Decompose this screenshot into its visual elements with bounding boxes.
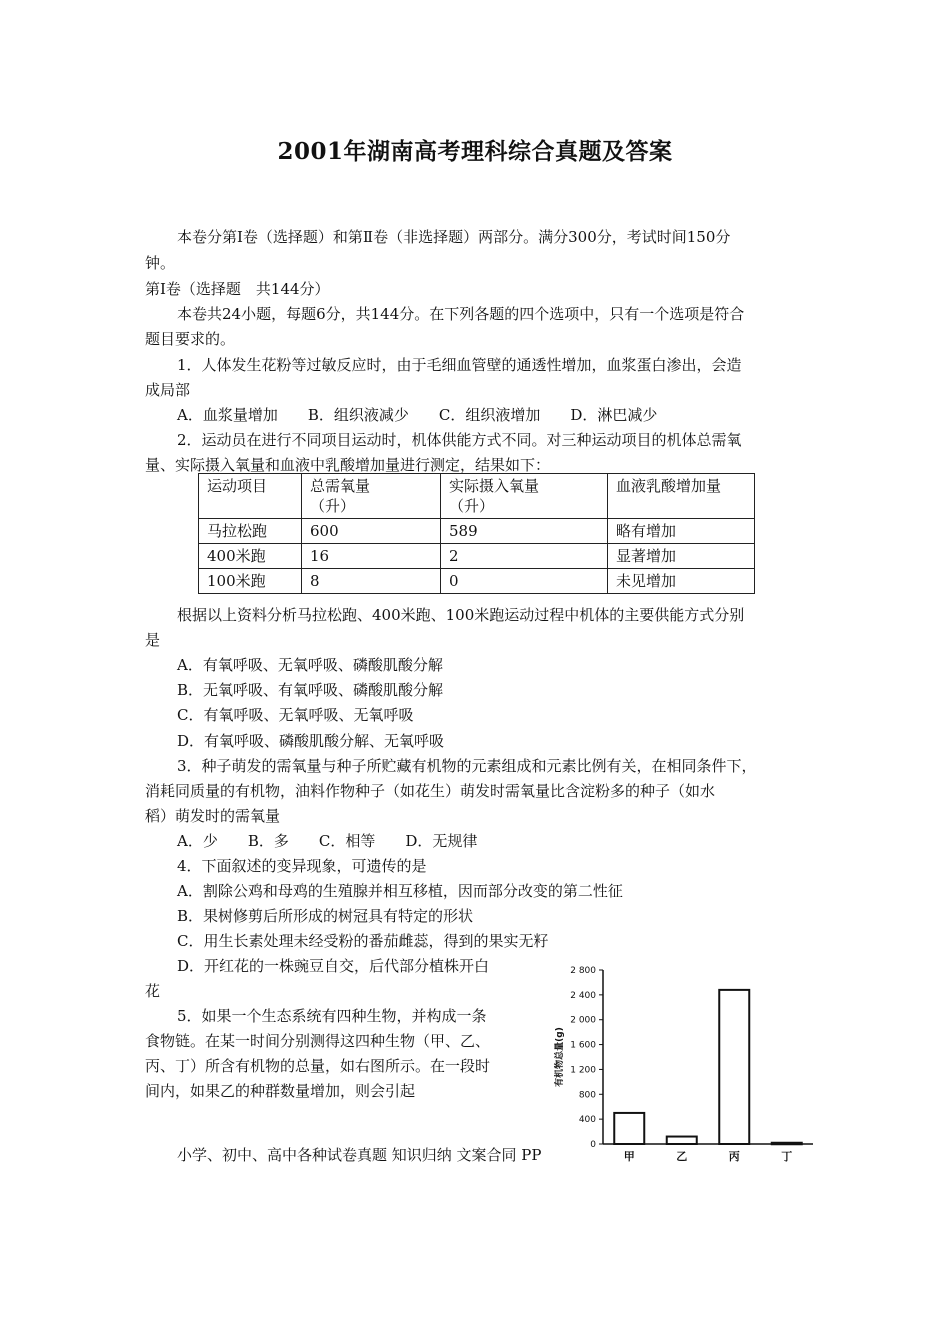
section-heading: 第Ⅰ卷（选择题 共144分） [145,280,330,298]
bar [719,990,749,1144]
page-title: 2001年湖南高考理科综合真题及答案 [277,138,673,165]
table-cell: 0 [441,569,608,594]
q4-option-d-2: 花 [145,982,161,1000]
table-header-row [199,474,755,519]
table-cell: 400米跑 [199,544,302,569]
q5-line-4: 间内，如果乙的种群数量增加，则会引起 [145,1082,416,1100]
table-cell: 100米跑 [199,569,302,594]
footer-text: 小学、初中、高中各种试卷真题 知识归纳 文案合同 PP [177,1146,542,1164]
y-tick-label: 400 [578,1115,596,1126]
q3-options: A．少 B．多 C．相等 D．无规律 [177,832,478,850]
y-tick-label: 1 600 [570,1040,596,1051]
q4-option-a: A．割除公鸡和母鸡的生殖腺并相互移植，因而部分改变的第二性征 [177,882,623,900]
y-tick-label: 2 000 [570,1015,596,1026]
x-tick-label: 甲 [623,1150,635,1163]
y-axis-label: 有机物总量(g) [555,1027,565,1087]
q3-stem-1: 3．种子萌发的需氧量与种子所贮藏有机物的元素组成和元素比例有关，在相同条件下， [177,757,757,775]
q2-followup-1: 根据以上资料分析马拉松跑、400米跑、100米跑运动过程中机体的主要供能方式分别 [177,606,745,624]
table-cell: 未见增加 [608,569,755,594]
q5-line-2: 食物链。在某一时间分别测得这四种生物（甲、乙、 [145,1032,491,1050]
table-cell: 略有增加 [608,519,755,544]
bar [614,1113,644,1144]
bar [667,1137,697,1144]
y-tick-label: 2 400 [570,990,596,1001]
bar [772,1143,802,1145]
intro-line-2: 钟。 [145,254,176,272]
q4-option-d-1: D．开红花的一株豌豆自交，后代部分植株开白 [177,957,490,975]
oxygen-table [198,473,755,594]
q4-option-c: C．用生长素处理未经受粉的番茄雌蕊，得到的果实无籽 [177,932,549,950]
table-header-cell: 实际摄入氧量 （升） [441,474,608,519]
table-cell: 16 [302,544,441,569]
y-tick-label: 1 200 [570,1065,596,1076]
x-tick-label: 乙 [676,1150,688,1163]
table-cell: 8 [302,569,441,594]
table-header-cell: 血液乳酸增加量 [608,474,755,519]
q1-stem-2: 成局部 [145,381,191,399]
q5-line-3: 丙、丁）所含有机物的总量，如右图所示。在一段时 [145,1057,491,1075]
q1-stem-1: 1．人体发生花粉等过敏反应时，由于毛细血管壁的通透性增加，血浆蛋白渗出，会造 [177,356,742,374]
table-header-cell: 总需氧量 （升） [302,474,441,519]
y-tick-label: 0 [590,1140,596,1150]
table-cell: 600 [302,519,441,544]
q3-stem-3: 稻）萌发时的需氧量 [145,807,281,825]
section-desc-2: 题目要求的。 [145,330,236,348]
table-cell: 2 [441,544,608,569]
table-cell: 589 [441,519,608,544]
q4-option-b: B．果树修剪后所形成的树冠具有特定的形状 [177,907,474,925]
table-row [199,569,755,594]
table-cell: 显著增加 [608,544,755,569]
q2-option-a: A．有氧呼吸、无氧呼吸、磷酸肌酸分解 [177,656,443,674]
q2-followup-2: 是 [145,631,161,649]
x-tick-label: 丁 [781,1150,793,1163]
q2-option-c: C．有氧呼吸、无氧呼吸、无氧呼吸 [177,706,414,724]
q1-options: A．血浆量增加 B．组织液减少 C．组织液增加 D．淋巴减少 [177,406,658,424]
q4-stem: 4．下面叙述的变异现象，可遗传的是 [177,857,427,875]
table-row [199,544,755,569]
q2-stem-1: 2．运动员在进行不同项目运动时，机体供能方式不同。对三种运动项目的机体总需氧 [177,431,742,449]
y-tick-label: 2 800 [570,966,596,976]
q5-line-1: 5．如果一个生态系统有四种生物，并构成一条 [177,1007,487,1025]
q3-stem-2: 消耗同质量的有机物，油料作物种子（如花生）萌发时需氧量比含淀粉多的种子（如水 [145,782,716,800]
table-header-cell: 运动项目 [199,474,302,519]
intro-line-1: 本卷分第Ⅰ卷（选择题）和第Ⅱ卷（非选择题）两部分。满分300分，考试时间150分 [177,228,731,246]
q2-option-d: D．有氧呼吸、磷酸肌酸分解、无氧呼吸 [177,732,445,750]
section-desc-1: 本卷共24小题，每题6分，共144分。在下列各题的四个选项中，只有一个选项是符合 [177,305,745,323]
q2-option-b: B．无氧呼吸、有氧呼吸、磷酸肌酸分解 [177,681,444,699]
table-row [199,519,755,544]
y-tick-label: 800 [578,1090,596,1101]
x-tick-label: 丙 [728,1150,740,1163]
organic-matter-bar-chart [548,958,828,1168]
q2-stem-2: 量、实际摄入氧量和血液中乳酸增加量进行测定，结果如下： [145,456,551,474]
table-cell: 马拉松跑 [199,519,302,544]
